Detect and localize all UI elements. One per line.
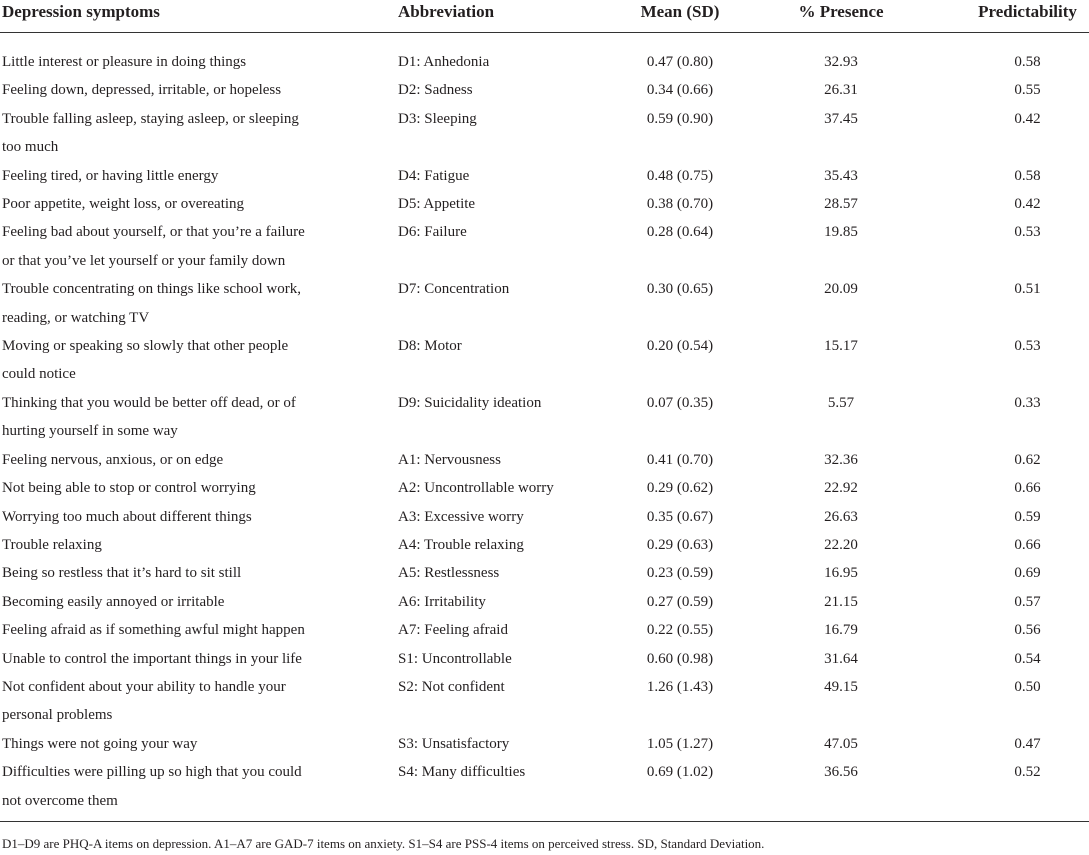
predictability-cell: 0.53 <box>1014 224 1041 241</box>
symptom-cell <box>0 503 388 531</box>
abbreviation-cell: S2: Not confident <box>398 678 505 695</box>
predictability-cell: 0.33 <box>1014 394 1041 411</box>
symptom-line: Moving or speaking so slowly that other people <box>2 338 289 355</box>
table-footnote: D1–D9 are PHQ-A items on depression. A1–A7 are GAD-7 items on anxiety. S1–S4 are PSS-4 items on perceived stress. SD, Standard Deviation. <box>2 835 765 851</box>
predictability-cell: 0.52 <box>942 758 1089 821</box>
symptom-line: hurting yourself in some way <box>2 423 178 440</box>
predictability-cell: 0.42 <box>1014 110 1041 127</box>
symptom-cell <box>0 33 388 77</box>
abbreviation-cell: A4: Trouble relaxing <box>398 536 524 553</box>
symptom-line: Not being able to stop or control worrying <box>2 480 256 497</box>
table-header <box>0 0 1089 33</box>
mean-sd-cell: 1.26 (1.43) <box>646 678 714 695</box>
abbreviation-cell: A6: Irritability <box>398 593 486 610</box>
abbreviation-cell: D8: Motor <box>398 338 462 355</box>
abbreviation-cell: S3: Unsatisfactory <box>398 735 510 752</box>
table-row <box>0 446 1089 474</box>
header-presence: % Presence <box>798 2 884 21</box>
symptom-cell <box>0 588 388 616</box>
symptom-cell <box>0 275 388 332</box>
predictability-cell: 0.42 <box>1014 196 1041 213</box>
symptom-line: Difficulties were pilling up so high that you could <box>2 764 302 781</box>
predictability-cell: 0.69 <box>1014 565 1041 582</box>
predictability-cell: 0.66 <box>1014 536 1041 553</box>
presence-cell: 5.57 <box>827 394 855 411</box>
table-row <box>0 76 1089 104</box>
mean-sd-cell: 0.60 (0.98) <box>646 650 714 667</box>
predictability-cell: 0.51 <box>1014 281 1041 298</box>
mean-sd-cell: 0.48 (0.75) <box>646 167 714 184</box>
symptom-cell <box>0 758 388 821</box>
symptom-cell <box>0 616 388 644</box>
abbreviation-cell: D6: Failure <box>398 224 467 241</box>
abbreviation-cell: S4: Many difficulties <box>388 758 620 821</box>
mean-sd-cell: 0.29 (0.62) <box>646 480 714 497</box>
abbreviation-cell: D4: Fatigue <box>398 167 470 184</box>
predictability-cell: 0.47 <box>1014 735 1041 752</box>
table-row <box>0 218 1089 275</box>
mean-sd-cell: 0.20 (0.54) <box>646 338 714 355</box>
table-row <box>0 389 1089 446</box>
symptom-cell <box>0 474 388 502</box>
header-predictability: Predictability <box>978 2 1077 21</box>
symptom-line: Feeling tired, or having little energy <box>2 167 219 184</box>
symptom-line: Trouble concentrating on things like school work, <box>2 281 301 298</box>
symptom-cell <box>0 559 388 587</box>
presence-cell: 32.36 <box>824 451 858 468</box>
table-row <box>0 673 1089 730</box>
symptom-cell <box>0 389 388 446</box>
table-row <box>0 588 1089 616</box>
header-mean-sd: Mean (SD) <box>640 2 720 21</box>
mean-sd-cell: 0.07 (0.35) <box>646 394 714 411</box>
presence-cell: 37.45 <box>824 110 858 127</box>
symptom-line: personal problems <box>2 707 113 724</box>
table-row <box>0 275 1089 332</box>
symptom-line: could notice <box>2 366 76 383</box>
presence-cell: 26.63 <box>824 508 858 525</box>
symptom-cell <box>0 673 388 730</box>
header-depression-symptoms: Depression symptoms <box>2 2 160 21</box>
mean-sd-cell: 0.59 (0.90) <box>646 110 714 127</box>
abbreviation-cell: A7: Feeling afraid <box>398 622 508 639</box>
mean-sd-cell: 0.41 (0.70) <box>646 451 714 468</box>
table-row <box>0 730 1089 758</box>
predictability-cell: 0.59 <box>1014 508 1041 525</box>
symptom-line: Feeling down, depressed, irritable, or hopeless <box>2 82 282 99</box>
mean-sd-cell: 0.69 (1.02) <box>620 758 740 821</box>
table-row <box>0 162 1089 190</box>
symptom-line: Trouble relaxing <box>2 536 102 553</box>
abbreviation-cell: D2: Sadness <box>398 82 473 99</box>
mean-sd-cell: 0.38 (0.70) <box>646 196 714 213</box>
symptom-line: Unable to control the important things in your life <box>2 650 302 667</box>
mean-sd-cell: 0.23 (0.59) <box>646 565 714 582</box>
symptom-cell <box>0 218 388 275</box>
presence-cell: 35.43 <box>824 167 858 184</box>
predictability-cell: 0.54 <box>1014 650 1041 667</box>
symptom-cell <box>0 105 388 162</box>
table-row <box>0 531 1089 559</box>
mean-sd-cell: 0.35 (0.67) <box>646 508 714 525</box>
table-row <box>0 190 1089 218</box>
abbreviation-cell: D7: Concentration <box>398 281 510 298</box>
symptom-line: Not confident about your ability to handle your <box>2 678 286 695</box>
abbreviation-cell: A5: Restlessness <box>398 565 500 582</box>
abbreviation-cell: D5: Appetite <box>398 196 476 213</box>
predictability-cell: 0.53 <box>1014 338 1041 355</box>
table-row <box>0 758 1089 821</box>
mean-sd-cell: 0.30 (0.65) <box>646 281 714 298</box>
mean-sd-cell: 0.47 (0.80) <box>646 54 714 70</box>
symptom-cell <box>0 332 388 389</box>
symptom-cell <box>0 730 388 758</box>
symptom-line: reading, or watching TV <box>2 309 150 326</box>
symptom-line: Feeling nervous, anxious, or on edge <box>2 451 224 468</box>
symptom-line: or that you’ve let yourself or your family down <box>2 252 286 269</box>
presence-cell: 20.09 <box>824 281 858 298</box>
presence-cell: 31.64 <box>824 650 858 667</box>
presence-cell: 47.05 <box>824 735 858 752</box>
predictability-cell: 0.58 <box>1014 54 1041 70</box>
symptom-line: Poor appetite, weight loss, or overeating <box>2 196 245 213</box>
symptom-line: not overcome them <box>2 792 118 809</box>
symptom-line: Feeling afraid as if something awful might happen <box>2 622 305 639</box>
symptom-cell <box>0 645 388 673</box>
table-row <box>0 503 1089 531</box>
mean-sd-cell: 0.28 (0.64) <box>646 224 714 241</box>
symptom-line: Feeling bad about yourself, or that you’re a failure <box>2 224 305 241</box>
predictability-cell: 0.56 <box>1014 622 1041 639</box>
mean-sd-cell: 1.05 (1.27) <box>646 735 714 752</box>
predictability-cell: 0.55 <box>1014 82 1041 99</box>
presence-cell: 19.85 <box>824 224 858 241</box>
symptom-line: Thinking that you would be better off dead, or of <box>2 394 296 411</box>
symptom-cell <box>0 190 388 218</box>
presence-cell: 16.79 <box>824 622 858 639</box>
presence-cell: 22.92 <box>824 480 858 497</box>
mean-sd-cell: 0.27 (0.59) <box>646 593 714 610</box>
presence-cell: 21.15 <box>824 593 858 610</box>
predictability-cell: 0.58 <box>1014 167 1041 184</box>
abbreviation-cell: D9: Suicidality ideation <box>398 394 542 411</box>
abbreviation-cell: A3: Excessive worry <box>398 508 524 525</box>
symptom-line: too much <box>2 139 59 156</box>
table-body <box>0 33 1089 822</box>
presence-cell: 22.20 <box>824 536 858 553</box>
abbreviation-cell: A1: Nervousness <box>398 451 501 468</box>
predictability-cell: 0.66 <box>1014 480 1041 497</box>
table-row <box>0 559 1089 587</box>
symptom-line: Little interest or pleasure in doing things <box>2 54 247 70</box>
predictability-cell: 0.50 <box>1014 678 1041 695</box>
symptom-cell <box>0 76 388 104</box>
symptom-line: Worrying too much about different things <box>2 508 252 525</box>
presence-cell: 36.56 <box>740 758 942 821</box>
presence-cell: 15.17 <box>824 338 858 355</box>
predictability-cell: 0.57 <box>1014 593 1041 610</box>
abbreviation-cell: A2: Uncontrollable worry <box>398 480 554 497</box>
presence-cell: 32.93 <box>824 54 858 70</box>
symptom-line: Being so restless that it’s hard to sit still <box>2 565 242 582</box>
abbreviation-cell: D3: Sleeping <box>398 110 477 127</box>
symptom-cell <box>0 531 388 559</box>
symptom-line: Trouble falling asleep, staying asleep, or sleeping <box>2 110 299 127</box>
abbreviation-cell: D1: Anhedonia <box>398 54 490 70</box>
mean-sd-cell: 0.22 (0.55) <box>646 622 714 639</box>
symptom-cell <box>0 162 388 190</box>
table-row <box>0 474 1089 502</box>
mean-sd-cell: 0.29 (0.63) <box>646 536 714 553</box>
presence-cell: 49.15 <box>824 678 858 695</box>
mean-sd-cell: 0.34 (0.66) <box>646 82 714 99</box>
presence-cell: 26.31 <box>824 82 858 99</box>
table-row <box>0 105 1089 162</box>
table-row <box>0 33 1089 77</box>
symptom-line: Becoming easily annoyed or irritable <box>2 593 225 610</box>
presence-cell: 28.57 <box>824 196 858 213</box>
abbreviation-cell: S1: Uncontrollable <box>398 650 512 667</box>
predictability-cell: 0.62 <box>1014 451 1041 468</box>
table-row <box>0 332 1089 389</box>
presence-cell: 16.95 <box>824 565 858 582</box>
table-row <box>0 645 1089 673</box>
header-row <box>0 0 1089 33</box>
header-abbreviation: Abbreviation <box>398 2 495 21</box>
symptom-cell <box>0 446 388 474</box>
table-row <box>0 616 1089 644</box>
symptom-line: Things were not going your way <box>2 735 198 752</box>
